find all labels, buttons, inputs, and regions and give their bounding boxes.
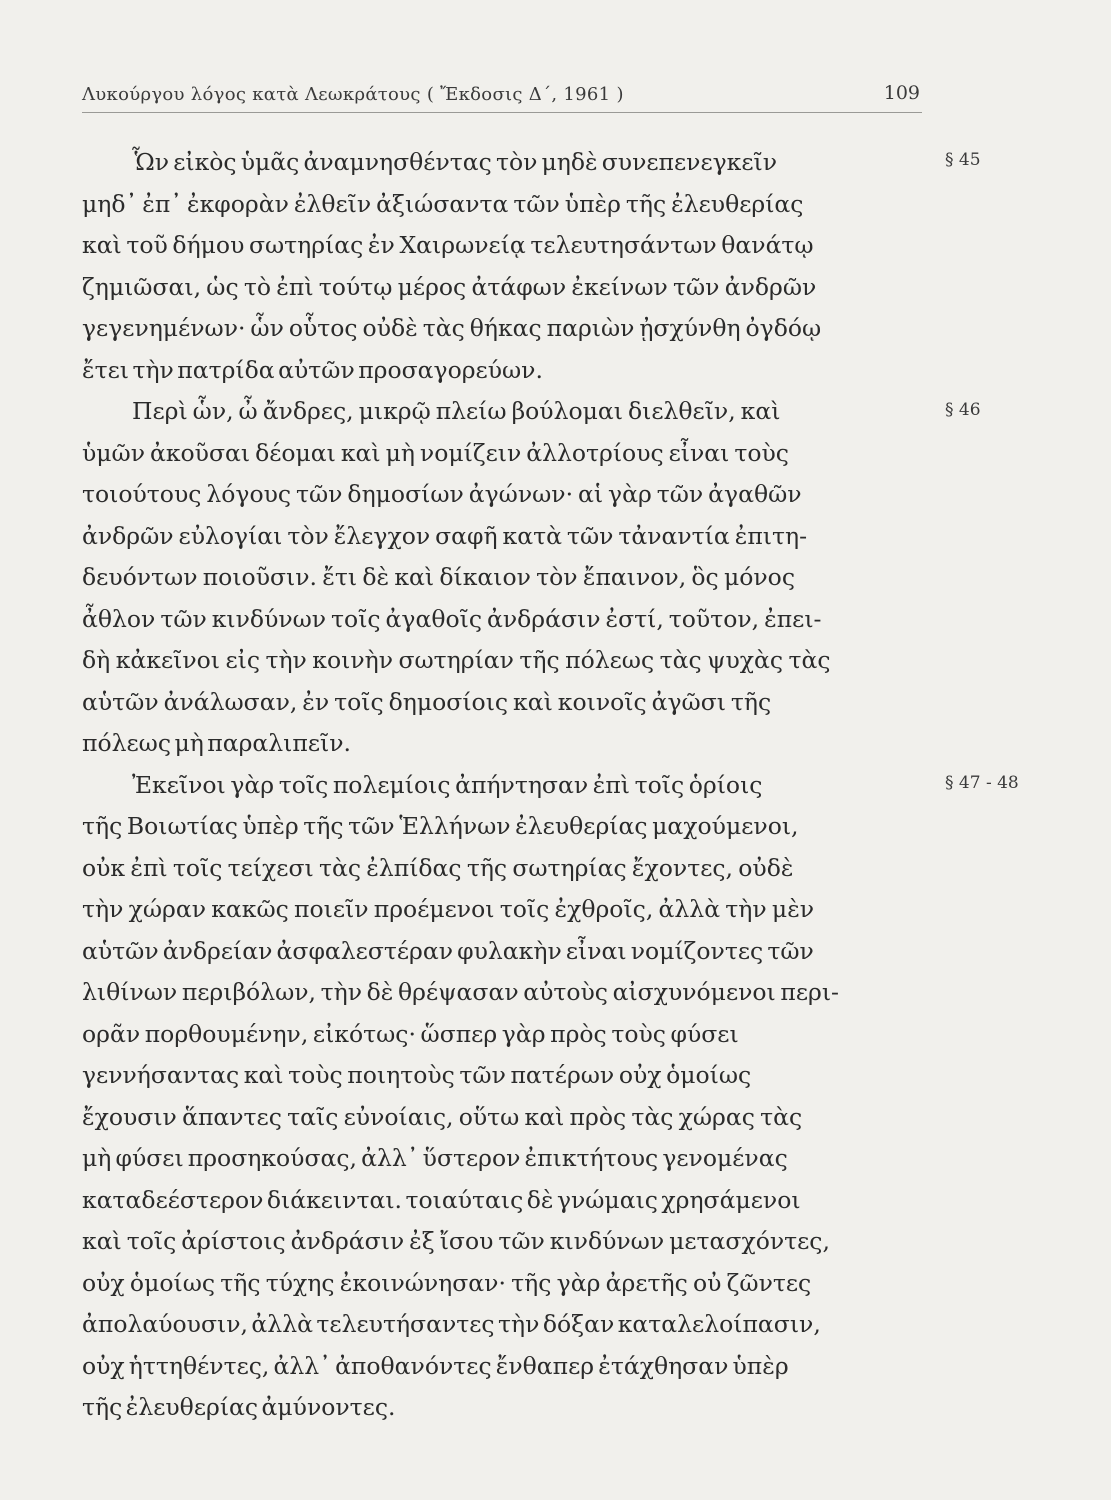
text-line: τῆς ἐλευθερίας ἀμύνοντες. xyxy=(82,1393,396,1421)
text-line: δευόντων ποιοῦσιν. ἔτι δὲ καὶ δίκαιον τὸν ἔπαινον, ὃς μόνος xyxy=(82,563,795,591)
text-line: ορᾶν πορθουμένην, εἰκότως· ὥσπερ γὰρ πρὸς τοὺς φύσει xyxy=(82,1019,739,1048)
running-header xyxy=(82,80,922,113)
text-line: ἀνδρῶν εὐλογίαι τὸν ἔλεγχον σαφῆ κατὰ τῶν τἀναντία ἐπιτη- xyxy=(82,521,808,550)
text-line: οὐχ ὁμοίως τῆς τύχης ἐκοινώνησαν· τῆς γὰρ ἀρετῆς οὐ ζῶντες xyxy=(82,1268,812,1297)
text-line: ζημιῶσαι, ὡς τὸ ἐπὶ τούτῳ μέρος ἀτάφων ἐκείνων τῶν ἀνδρῶν xyxy=(82,272,817,301)
text-line: καὶ τοῖς ἀρίστοις ἀνδράσιν ἐξ ἴσου τῶν κινδύνων μετασχόντες, xyxy=(82,1227,830,1255)
text-line: μὴ φύσει προσηκούσας, ἀλλ᾽ ὕστερον ἐπικτήτους γενομένας xyxy=(82,1144,788,1172)
body-text xyxy=(82,142,942,1429)
text-line: ὑμῶν ἀκοῦσαι δέομαι καὶ μὴ νομίζειν ἀλλοτρίους εἶναι τοὺς xyxy=(82,438,789,467)
text-line: αὑτῶν ἀνδρείαν ἀσφαλεστέραν φυλακὴν εἶναι νομίζοντες τῶν xyxy=(82,936,814,965)
text-line: τοιούτους λόγους τῶν δημοσίων ἀγώνων· αἱ γὰρ τῶν ἀγαθῶν xyxy=(82,480,802,508)
text-line: πόλεως μὴ παραλιπεῖν. xyxy=(82,729,351,757)
text-line: καταδεέστερον διάκεινται. τοιαύταις δὲ γνώμαις χρησάμενοι xyxy=(82,1185,801,1214)
section-mark: § 45 xyxy=(945,150,981,170)
page-number: 109 xyxy=(883,82,920,104)
text-line: Περὶ ὧν, ὦ ἄνδρες, μικρῷ πλείω βούλομαι διελθεῖν, καὶ xyxy=(132,397,781,425)
section-mark: § 46 xyxy=(945,400,981,420)
text-line: ἔτει τὴν πατρίδα αὐτῶν προσαγορεύων. xyxy=(82,355,543,384)
text-line: τὴν χώραν κακῶς ποιεῖν προέμενοι τοῖς ἐχθροῖς, ἀλλὰ τὴν μὲν xyxy=(82,895,815,923)
text-line: οὐχ ἡττηθέντες, ἀλλ᾽ ἀποθανόντες ἔνθαπερ ἐτάχθησαν ὑπὲρ xyxy=(82,1351,789,1380)
text-line: γεννήσαντας καὶ τοὺς ποιητοὺς τῶν πατέρων οὐχ ὁμοίως xyxy=(82,1061,752,1089)
text-line: αὑτῶν ἀνάλωσαν, ἐν τοῖς δημοσίοις καὶ κοινοῖς ἀγῶσι τῆς xyxy=(82,687,772,716)
text-line: λιθίνων περιβόλων, τὴν δὲ θρέψασαν αὐτοὺς αἰσχυνόμενοι περι- xyxy=(82,978,839,1006)
text-line: ἔχουσιν ἅπαντες ταῖς εὐνοίαις, οὕτω καὶ πρὸς τὰς χώρας τὰς xyxy=(82,1102,803,1131)
text-line: τῆς Βοιωτίας ὑπὲρ τῆς τῶν Ἑλλήνων ἐλευθερίας μαχούμενοι, xyxy=(82,812,799,840)
text-line: οὐκ ἐπὶ τοῖς τείχεσι τὰς ἐλπίδας τῆς σωτηρίας ἔχοντες, οὐδὲ xyxy=(82,853,794,882)
text-line: γεγενημένων· ὧν οὗτος οὐδὲ τὰς θήκας παριὼν ᾐσχύνθη ὀγδόῳ xyxy=(82,314,822,342)
text-line: μηδ᾽ ἐπ᾽ ἐκφορὰν ἐλθεῖν ἀξιώσαντα τῶν ὑπὲρ τῆς ἐλευθερίας xyxy=(82,189,804,218)
text-line: Ἐκεῖνοι γὰρ τοῖς πολεμίοις ἀπήντησαν ἐπὶ τοῖς ὁρίοις xyxy=(132,770,763,799)
text-line: δὴ κἀκεῖνοι εἰς τὴν κοινὴν σωτηρίαν τῆς πόλεως τὰς ψυχὰς τὰς xyxy=(82,646,831,674)
text-line: καὶ τοῦ δήμου σωτηρίας ἐν Χαιρωνείᾳ τελευτησάντων θανάτῳ xyxy=(82,231,814,259)
header-title: Λυκούργου λόγος κατὰ Λεωκράτους ( Ἔκδοσις Δ΄, 1961 ) xyxy=(82,84,624,105)
text-line: Ὧν εἰκὸς ὑμᾶς ἀναμνησθέντας τὸν μηδὲ συνεπενεγκεῖν xyxy=(132,148,778,176)
section-mark: § 47 - 48 xyxy=(945,773,1019,793)
text-line: ἀπολαύουσιν, ἀλλὰ τελευτήσαντες τὴν δόξαν καταλελοίπασιν, xyxy=(82,1310,821,1338)
text-line: ἆθλον τῶν κινδύνων τοῖς ἀγαθοῖς ἀνδράσιν ἐστί, τοῦτον, ἐπει- xyxy=(82,604,822,633)
